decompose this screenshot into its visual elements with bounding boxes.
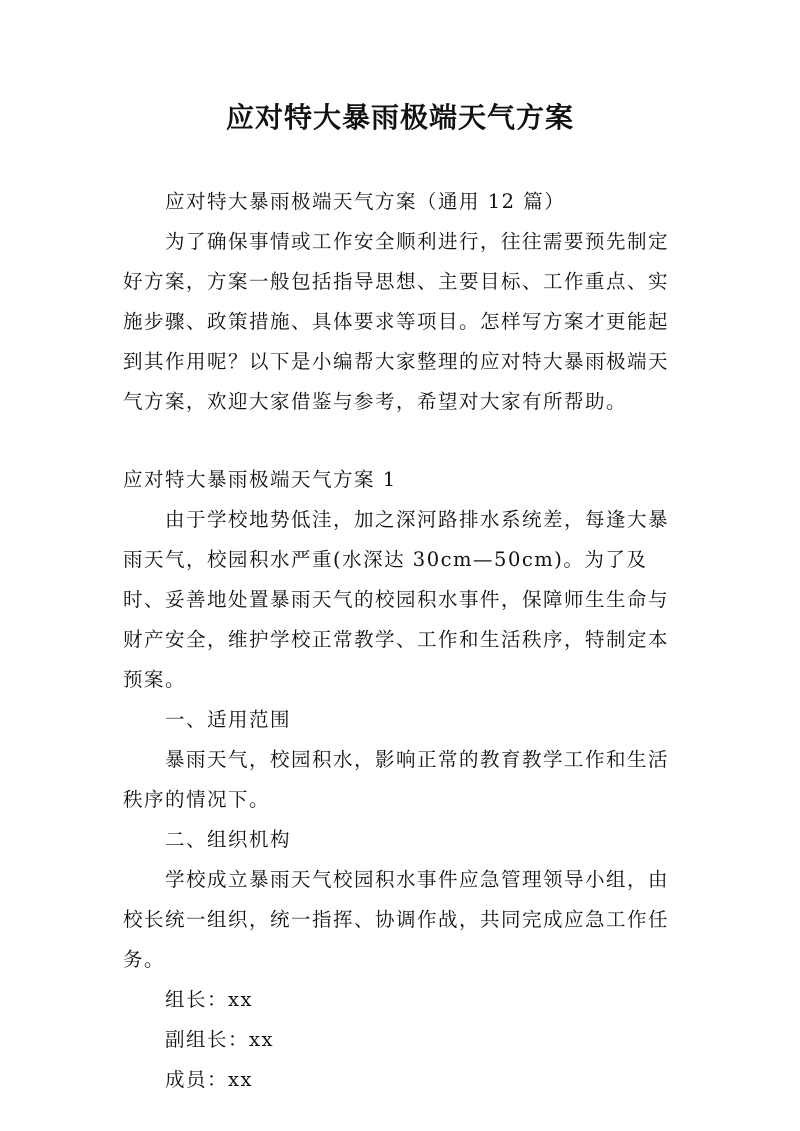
paragraph-gap <box>123 422 683 460</box>
heading-scope: 一、适用范围 <box>165 708 292 731</box>
document-subtitle: 应对特大暴雨极端天气方案（通用 12 篇） <box>165 190 566 213</box>
section-paragraph: 由于学校地势低洼，加之深河路排水系统差，每逢大暴雨天气，校园积水严重(水深达 30cm—50cm)。为了及时、妥善地处置暴雨天气的校园积水事件，保障师生生命与财产安全，维护学校正常教学、工作和生活秩序，特制定本预案。 <box>123 508 670 691</box>
leader-line: 组长：xx <box>165 988 253 1011</box>
heading-organization: 二、组织机构 <box>165 828 292 851</box>
members-line: 成员：xx <box>165 1068 253 1091</box>
intro-paragraph: 为了确保事情或工作安全顺利进行，往往需要预先制定好方案，方案一般包括指导思想、主要目标、工作重点、实施步骤、政策措施、具体要求等项目。怎样写方案才更能起到其作用呢？以下是小编帮大家整理的应对特大暴雨极端天气方案，欢迎大家借鉴与参考，希望对大家有所帮助。 <box>123 230 670 413</box>
deputy-line: 副组长：xx <box>165 1028 274 1051</box>
scope-paragraph: 暴雨天气，校园积水，影响正常的教育教学工作和生活秩序的情况下。 <box>123 748 670 811</box>
section-title: 应对特大暴雨极端天气方案 1 <box>123 468 397 491</box>
organization-paragraph: 学校成立暴雨天气校园积水事件应急管理领导小组，由校长统一组织，统一指挥、协调作战，共同完成应急工作任务。 <box>123 868 670 971</box>
document-body <box>123 182 683 1100</box>
document-title: 应对特大暴雨极端天气方案 <box>225 101 574 134</box>
